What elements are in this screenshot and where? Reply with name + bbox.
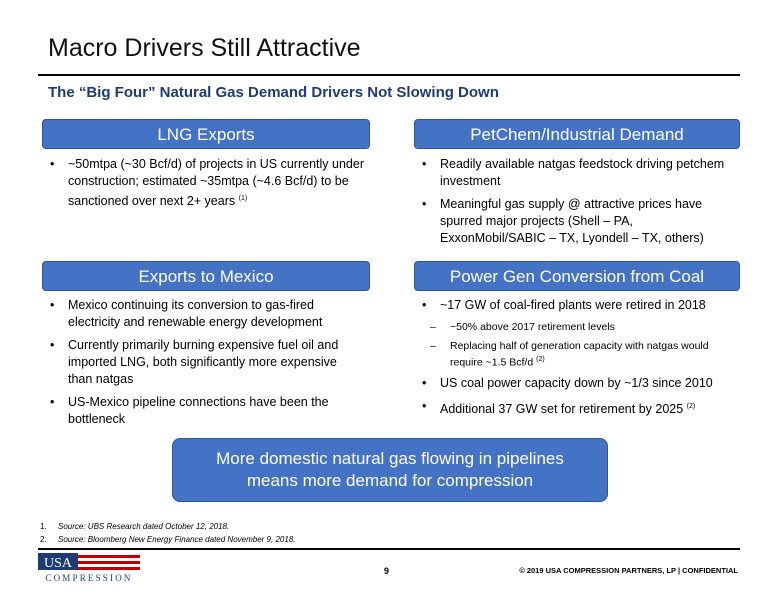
page-title: Macro Drivers Still Attractive — [48, 34, 361, 62]
bullet-icon: • — [422, 157, 427, 171]
list-item: • Mexico continuing its conversion to gas-fired electricity and renewable energy development — [50, 298, 323, 329]
mexico-exports-header: Exports to Mexico — [42, 261, 370, 291]
dash-icon: – — [430, 321, 436, 333]
footer-divider — [38, 548, 740, 550]
page-number: 9 — [384, 566, 390, 576]
bullet-icon: • — [50, 338, 55, 352]
logo-text-bottom: COMPRESSION — [45, 573, 133, 582]
list-item: • Meaningful gas supply @ attractive prices have spurred major projects (Shell – PA, ExxonMobil/SABIC – TX, Lyondell – TX, others) — [422, 197, 704, 245]
bullet-icon: • — [422, 375, 427, 390]
list-item: • Currently primarily burning expensive fuel oil and imported LNG, both significantly more expensive than natgas — [50, 338, 339, 386]
mexico-exports-bullets — [42, 297, 360, 434]
summary-callout — [172, 438, 608, 502]
footnote-1: 1. Source: UBS Research dated October 12, 2018. — [40, 522, 230, 531]
power-gen-bullets — [414, 297, 734, 424]
bullet-icon: • — [50, 157, 55, 171]
bullet-icon: • — [422, 298, 427, 312]
usa-compression-logo — [38, 552, 140, 582]
list-item: • US-Mexico pipeline connections have been the bottleneck — [50, 395, 329, 426]
bullet-icon: • — [422, 197, 427, 211]
list-item: • Additional 37 GW set for retirement by 2025 $^{(2)}$ — [422, 398, 696, 416]
page-subtitle: The “Big Four” Natural Gas Demand Drivers Not Slowing Down — [48, 84, 499, 101]
bullet-icon: • — [50, 395, 55, 409]
power-gen-header: Power Gen Conversion from Coal — [414, 261, 740, 291]
title-divider — [38, 74, 740, 76]
list-item: • Readily available natgas feedstock driving petchem investment — [422, 157, 725, 188]
logo-stripe — [78, 567, 140, 570]
lng-exports-header: LNG Exports — [42, 119, 370, 149]
list-item: • ~50mtpa (~30 Bcf/d) of projects in US currently under construction; estimated ~35mtpa (~4.6 Bcf/d) to be sanctioned over next 2+ years $^{(1)}$ — [50, 157, 364, 209]
callout-line-1: More domestic natural gas flowing in pipelines — [216, 449, 564, 468]
petchem-header: PetChem/Industrial Demand — [414, 119, 740, 149]
dash-icon: – — [430, 340, 436, 352]
copyright-notice: © 2019 USA COMPRESSION PARTNERS, LP | CONFIDENTIAL — [519, 566, 738, 575]
sub-list-item: – Replacing half of generation capacity with natgas would require ~1.5 Bcf/d $^{(2)}$ — [430, 340, 709, 369]
bullet-icon: • — [422, 398, 427, 413]
sub-list-item: – ~50% above 2017 retirement levels — [430, 321, 615, 333]
bullet-icon: • — [50, 298, 55, 312]
footnote-2: 2. Source: Bloomberg New Energy Finance dated November 9, 2018. — [40, 535, 296, 544]
logo-stripe — [78, 561, 140, 564]
list-item: • ~17 GW of coal-fired plants were retired in 2018 — [422, 298, 706, 312]
lng-exports-bullets — [42, 156, 370, 216]
petchem-bullets — [414, 156, 732, 253]
logo-text-top: USA — [43, 556, 73, 571]
list-item: • US coal power capacity down by ~1/3 since 2010 — [422, 375, 713, 390]
logo-stripe — [78, 555, 140, 558]
callout-line-2: means more demand for compression — [246, 471, 534, 490]
